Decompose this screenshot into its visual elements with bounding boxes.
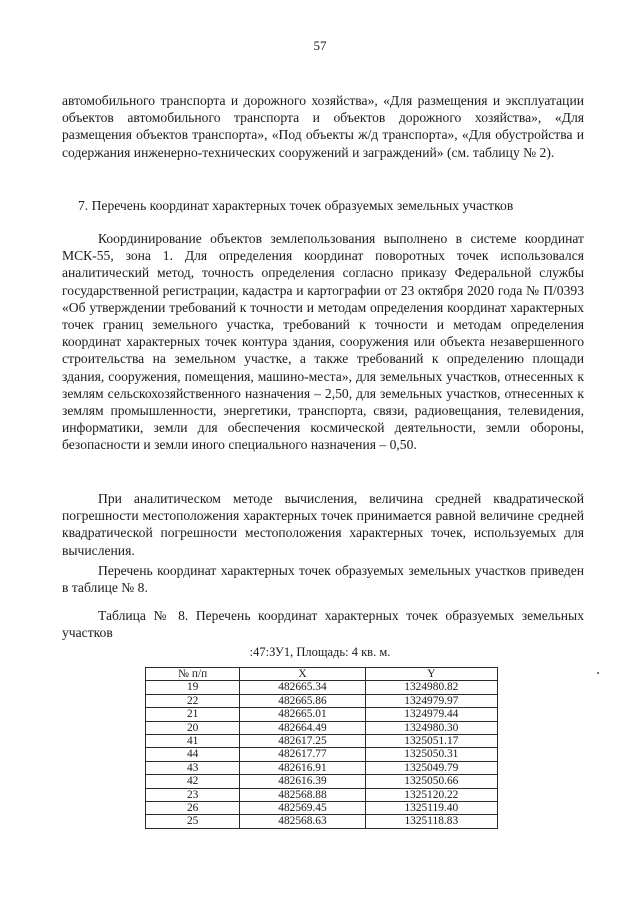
point-number: 22: [146, 694, 240, 707]
table-row: [146, 788, 498, 801]
point-number: 26: [146, 802, 240, 815]
table-caption: Таблица № 8. Перечень координат характерных точек образуемых земельных участков: [62, 608, 584, 641]
table-row: [146, 694, 498, 707]
point-number: 19: [146, 681, 240, 694]
x-coordinate: 482569.45: [240, 802, 365, 815]
column-header-number: № п/п: [146, 668, 240, 681]
x-coordinate: 482665.34: [240, 681, 365, 694]
table-row: [146, 681, 498, 694]
table-row: [146, 761, 498, 774]
x-coordinate: 482568.63: [240, 815, 365, 828]
point-number: 21: [146, 708, 240, 721]
column-header-x: X: [240, 668, 365, 681]
x-coordinate: 482664.49: [240, 721, 365, 734]
point-number: 23: [146, 788, 240, 801]
y-coordinate: 1324979.97: [365, 694, 497, 707]
y-coordinate: 1325119.40: [365, 802, 497, 815]
y-coordinate: 1324980.82: [365, 681, 497, 694]
y-coordinate: 1325051.17: [365, 735, 497, 748]
scan-speck: [597, 672, 599, 674]
page-number: 57: [313, 38, 327, 53]
x-coordinate: 482665.01: [240, 708, 365, 721]
x-coordinate: 482617.77: [240, 748, 365, 761]
table-row: [146, 708, 498, 721]
table-row: [146, 802, 498, 815]
section-heading: 7. Перечень координат характерных точек образуемых земельных участков: [78, 198, 514, 213]
table-row: [146, 721, 498, 734]
paragraph-4: Перечень координат характерных точек образуемых земельных участков приведен в таблице № 8.: [62, 563, 584, 596]
y-coordinate: 1325120.22: [365, 788, 497, 801]
x-coordinate: 482616.91: [240, 761, 365, 774]
column-header-y: Y: [365, 668, 497, 681]
y-coordinate: 1325049.79: [365, 761, 497, 774]
paragraph-3: При аналитическом методе вычисления, величина средней квадратической погрешности местоположения характерных точек принимается равной величине средней квадратической погрешности местоположения характерных точек, используемых для вычисления.: [62, 491, 584, 558]
x-coordinate: 482617.25: [240, 735, 365, 748]
paragraph-2: Координирование объектов землепользования выполнено в системе координат МСК-55, зона 1. Для определения координат поворотных точек использовался аналитический метод, точность определения согласно приказу Федеральной службы государственной регистрации, кадастра и картографии от 23 октября 2020 года № П/0393 «Об утверждении требований к точности и методам определения координат характерных точек границ земельного участка, требований к точности и методам определения координат характерных точек контура здания, сооружения или объекта незавершенного строительства на земельном участке, а также требований к определению площади здания, сооружения, помещения, машино-места», для земельных участков, отнесенных к землям сельскохозяйственного назначения – 2,50, для земельных участков, отнесенных к землям промышленности, энергетики, транспорта, связи, радиовещания, телевидения, информатики, земли для обеспечения космической деятельности, земли обороны, безопасности и земли иного специального назначения – 0,50.: [62, 231, 584, 453]
point-number: 43: [146, 761, 240, 774]
x-coordinate: 482616.39: [240, 775, 365, 788]
y-coordinate: 1325050.66: [365, 775, 497, 788]
y-coordinate: 1325050.31: [365, 748, 497, 761]
point-number: 42: [146, 775, 240, 788]
x-coordinate: 482665.86: [240, 694, 365, 707]
table-header-row: [146, 668, 498, 681]
table-row: [146, 815, 498, 828]
point-number: 41: [146, 735, 240, 748]
table-row: [146, 748, 498, 761]
coordinates-table: [145, 667, 498, 829]
table-row: [146, 775, 498, 788]
y-coordinate: 1325118.83: [365, 815, 497, 828]
point-number: 25: [146, 815, 240, 828]
point-number: 44: [146, 748, 240, 761]
paragraph-1: автомобильного транспорта и дорожного хозяйства», «Для размещения и эксплуатации объектов автомобильного транспорта и объектов дорожного хозяйства», «Для размещения объектов транспорта», «Под объекты ж/д транспорта», «Для обустройства и содержания инженерно-технических сооружений и заграждений» (см. таблицу № 2).: [62, 93, 584, 160]
table-row: [146, 735, 498, 748]
table-subcaption: :47:ЗУ1, Площадь: 4 кв. м.: [249, 645, 391, 659]
point-number: 20: [146, 721, 240, 734]
y-coordinate: 1324980.30: [365, 721, 497, 734]
y-coordinate: 1324979.44: [365, 708, 497, 721]
x-coordinate: 482568.88: [240, 788, 365, 801]
